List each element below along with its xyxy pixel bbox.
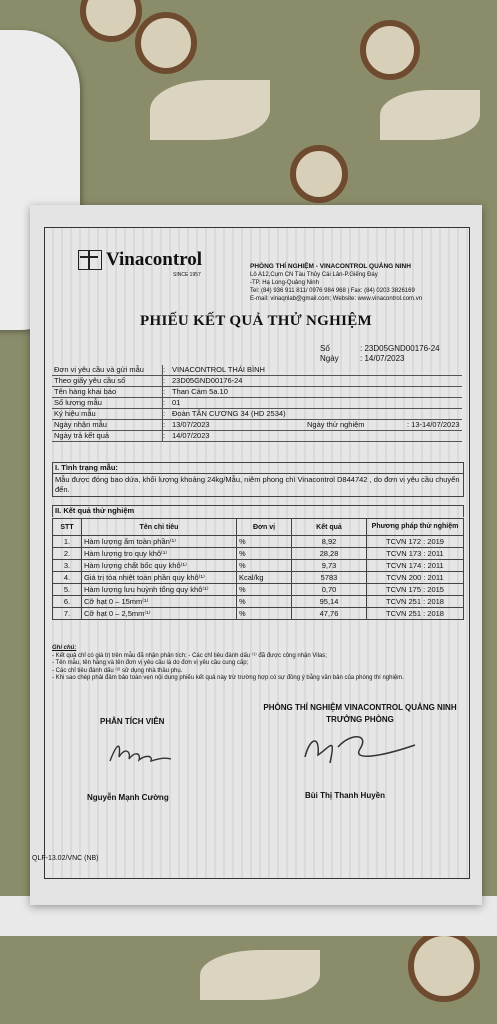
col-unit: Đơn vị [237, 519, 292, 536]
test-report-sheet [30, 205, 482, 905]
col-stt: STT [53, 519, 82, 536]
col-method: Phương pháp thử nghiệm [367, 519, 464, 536]
sample-info-table [52, 365, 462, 442]
decor-leaf [150, 80, 270, 140]
info-key: Ngày nhận mẫu [52, 420, 163, 430]
decor-leaf [200, 950, 320, 1000]
sample-status-section [52, 462, 464, 497]
info-row [52, 431, 462, 442]
decor-circle [80, 0, 142, 42]
cell-unit: % [237, 536, 292, 548]
head-signature [290, 727, 420, 772]
sample-status-heading: I. Tình trạng mẫu: [53, 463, 463, 474]
info-row [52, 365, 462, 376]
col-result: Kết quả [292, 519, 367, 536]
decor-circle [290, 145, 348, 203]
decor-circle [360, 20, 420, 80]
lab-header [250, 263, 470, 303]
test-date-label: Ngày thử nghiệm [307, 420, 365, 429]
logo-since: SINCE 1957 [173, 272, 201, 278]
table-row [53, 596, 464, 608]
info-value: 13/07/2023 [172, 420, 210, 429]
info-colon: : [163, 409, 166, 418]
decor-circle [408, 930, 480, 1002]
report-date-label: Ngày [320, 354, 339, 363]
cell-stt: 1. [53, 536, 82, 548]
analyst-signature [105, 733, 175, 773]
cell-name: Hàm lượng lưu huỳnh tổng quy khô⁽¹⁾ [82, 584, 237, 596]
info-key: Số lượng mẫu [52, 398, 163, 408]
cell-result: 47,76 [292, 608, 367, 620]
cell-result: 9,73 [292, 560, 367, 572]
table-row [53, 548, 464, 560]
info-key: Ngày trả kết quả [52, 431, 163, 441]
cell-unit: % [237, 560, 292, 572]
cell-name: Hàm lượng chất bốc quy khô⁽¹⁾ [82, 560, 237, 572]
table-row [53, 584, 464, 596]
decor-leaf [380, 90, 480, 140]
page-title: PHIẾU KẾT QUẢ THỬ NGHIỆM [140, 313, 372, 329]
cell-stt: 2. [53, 548, 82, 560]
table-row [53, 572, 464, 584]
info-key: Ký hiệu mẫu [52, 409, 163, 419]
info-colon: : [163, 420, 166, 429]
info-value: 01 [172, 398, 181, 407]
info-colon: : [163, 365, 166, 374]
lab-signature-title: PHÒNG THÍ NGHIỆM VINACONTROL QUẢNG NINH [263, 703, 457, 712]
info-key: Theo giấy yêu cầu số [52, 376, 163, 386]
info-key: Đơn vị yêu cầu và gửi mẫu [52, 365, 163, 375]
vinacontrol-logo [78, 249, 203, 278]
cell-result: 95,14 [292, 596, 367, 608]
form-code: QLF-13.02/VNC (NB) [32, 855, 99, 862]
logo-text: Vinacontrol [106, 249, 203, 270]
cell-result: 0,70 [292, 584, 367, 596]
cell-name: Giá trị tỏa nhiệt toàn phần quy khô⁽¹⁾ [82, 572, 237, 584]
cell-method: TCVN 174 : 2011 [367, 560, 464, 572]
cell-unit: % [237, 548, 292, 560]
cell-stt: 6. [53, 596, 82, 608]
cell-method: TCVN 173 : 2011 [367, 548, 464, 560]
cell-stt: 4. [53, 572, 82, 584]
cell-unit: % [237, 608, 292, 620]
cell-name: Hàm lượng tro quy khô⁽¹⁾ [82, 548, 237, 560]
cell-method: TCVN 172 : 2019 [367, 536, 464, 548]
info-colon: : [163, 431, 166, 440]
cell-method: TCVN 200 : 2011 [367, 572, 464, 584]
lab-name: PHÒNG THÍ NGHIỆM - VINACONTROL QUẢNG NINH [250, 263, 411, 270]
cell-method: TCVN 251 : 2018 [367, 608, 464, 620]
cell-stt: 7. [53, 608, 82, 620]
report-date-value: : 14/07/2023 [360, 354, 405, 363]
table-row [53, 608, 464, 620]
cell-name: Hàm lượng ẩm toàn phần⁽¹⁾ [82, 536, 237, 548]
col-name: Tên chỉ tiêu [82, 519, 237, 536]
cell-result: 28,28 [292, 548, 367, 560]
cell-method: TCVN 251 : 2018 [367, 596, 464, 608]
head-name: Bùi Thị Thanh Huyền [305, 791, 385, 800]
table-row [53, 560, 464, 572]
report-number-value: : 23D05GND00176-24 [360, 344, 440, 353]
table-row [53, 536, 464, 548]
report-number-label: Số [320, 344, 330, 353]
cell-unit: % [237, 584, 292, 596]
info-row [52, 387, 462, 398]
info-value: 14/07/2023 [172, 431, 210, 440]
cell-result: 8,92 [292, 536, 367, 548]
info-row [52, 398, 462, 409]
cell-name: Cỡ hạt 0 – 2,5mm⁽¹⁾ [82, 608, 237, 620]
info-key: Tên hàng khai báo [52, 387, 163, 397]
cell-stt: 3. [53, 560, 82, 572]
results-heading: II. Kết quả thử nghiệm [55, 506, 135, 515]
report-date [320, 354, 405, 363]
cell-stt: 5. [53, 584, 82, 596]
analyst-name: Nguyễn Mạnh Cường [87, 793, 169, 802]
results-section [52, 505, 464, 517]
note-line: - Kết quả chỉ có giá trị trên mẫu đã nhận phân tích; - Các chỉ tiêu đánh dấu ⁽¹⁾ đã được công nhận Vilas; [52, 652, 327, 659]
cell-result: 5783 [292, 572, 367, 584]
cell-name: Cỡ hạt 0 – 15mm⁽¹⁾ [82, 596, 237, 608]
head-of-lab-title: TRƯỞNG PHÒNG [326, 715, 394, 724]
cell-method: TCVN 175 : 2015 [367, 584, 464, 596]
cell-unit: % [237, 596, 292, 608]
info-colon: : [163, 398, 166, 407]
cell-unit: Kcal/kg [237, 572, 292, 584]
info-value: Than Cám 5a.10 [172, 387, 228, 396]
notes-heading: Ghi chú: [52, 645, 77, 651]
note-line: - Tên mẫu, tên hàng và tên đơn vị yêu cầu là do đơn vị yêu cầu cung cấp; [52, 660, 249, 666]
results-header-row [53, 519, 464, 536]
scale-icon [78, 250, 102, 270]
info-row [52, 376, 462, 387]
note-line: - Các chỉ tiêu đánh dấu ⁽²⁾ sử dụng nhà thầu phụ. [52, 667, 183, 674]
lab-email: E-mail: vinaqnlab@gmail.com; Website: www.vinacontrol.com.vn [250, 296, 423, 302]
info-value: 23D05GND00176-24 [172, 376, 243, 385]
lab-address2: -TP. Hạ Long-Quảng Ninh [250, 280, 319, 286]
sample-status-text: Mẫu được đóng bao dứa, khối lượng khoảng 24kg/Mẫu, niêm phong chì Vinacontrol D844742 , do đơn vị yêu cầu chuyển đến. [55, 475, 460, 494]
report-number [320, 344, 440, 353]
lab-phone: Tel: (84) 936 911 811/ 0976 984 968 | Fax: (84) 0203 3826169 [250, 288, 415, 294]
info-row [52, 420, 462, 431]
analyst-title: PHÂN TÍCH VIÊN [100, 717, 165, 726]
info-colon: : [163, 376, 166, 385]
test-date-value: : 13-14/07/2023 [407, 420, 460, 429]
lab-address1: Lô A12,Cụm CN Tàu Thủy Cái Lân-P.Giếng Đáy [250, 272, 378, 278]
notes-section [52, 645, 464, 683]
info-value: Đoàn TÂN CƯƠNG 34 (HD 2534) [172, 409, 286, 418]
results-table [52, 518, 464, 620]
info-colon: : [163, 387, 166, 396]
decor-circle [135, 12, 197, 74]
note-line: - Khi sao chép phải đảm bảo toàn vẹn nội dung phiếu kết quả này trừ trường hợp có sự đồng ý bằng văn bản của phòng thí nghiệm. [52, 675, 404, 681]
info-value: VINACONTROL THÁI BÌNH [172, 365, 265, 374]
info-row [52, 409, 462, 420]
